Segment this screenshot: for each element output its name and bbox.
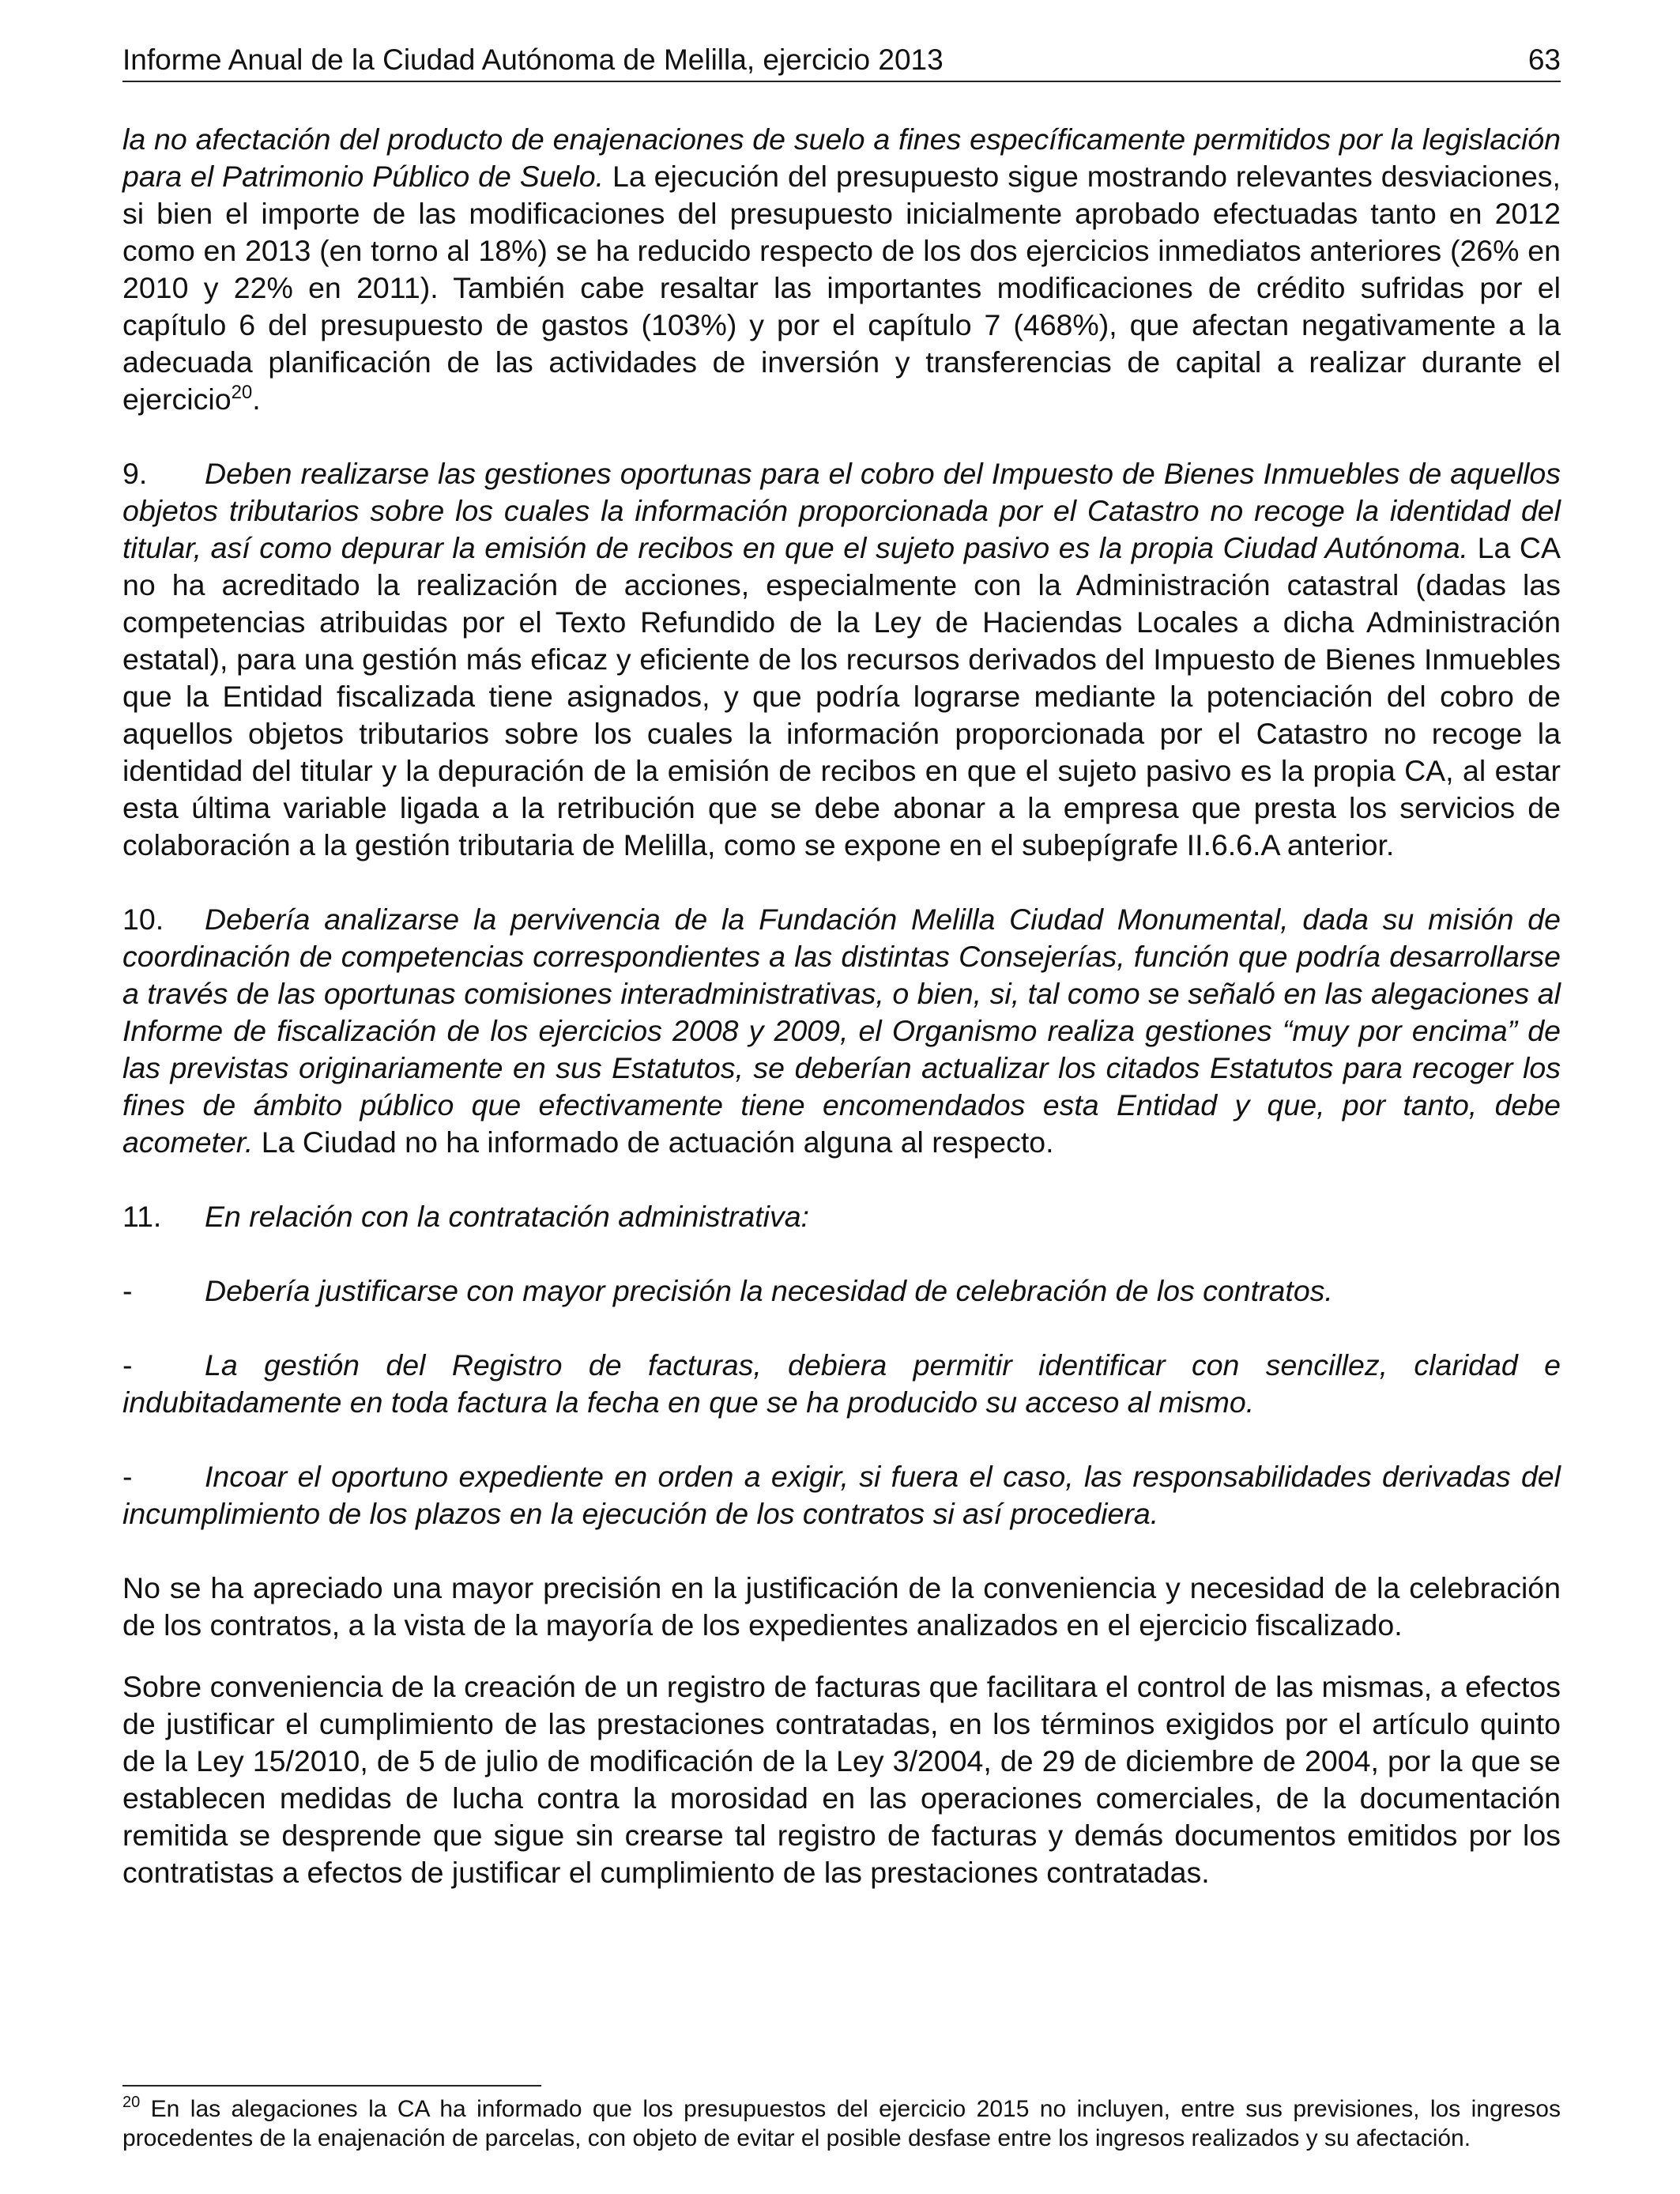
page-header <box>122 40 1561 82</box>
report-title: Informe Anual de la Ciudad Autónoma de Melilla, ejercicio 2013 <box>122 43 944 76</box>
footnote-number: 20 <box>122 2094 141 2111</box>
intro-paragraph <box>122 121 1561 418</box>
precision-paragraph: No se ha apreciado una mayor precisión en la justificación de la conveniencia y necesidad de la celebración de los contratos, a la vista de la mayoría de los expedientes analizados en el ejercicio fiscalizado. <box>122 1571 1561 1642</box>
bullet-text: Incoar el oportuno expediente en orden a exigir, si fuera el caso, las responsabilidades derivadas del incumplimiento de los plazos en la ejecución de los contratos si así procediera. <box>122 1460 1561 1530</box>
footnote <box>122 2094 1561 2153</box>
bullet-text: La gestión del Registro de facturas, debiera permitir identificar con sencillez, claridad e indubitadamente en toda factura la fecha en que se ha producido su acceso al mismo. <box>122 1348 1561 1419</box>
recommendation-11-number: 11. <box>122 1200 162 1233</box>
intro-text: La ejecución del presupuesto sigue mostrando relevantes desviaciones, si bien el importe de las modificaciones del presupuesto inicialmente aprobado efectuadas tanto en 2012 como en 2013 (en torno al 18%) se ha reducido respecto de los dos ejercicios inmediatos anteriores (26% en 2010 y 22% en 2011). También cabe resaltar las importantes modificaciones de crédito sufridas por el capítulo 6 del presupuesto de gastos (103%) y por el capítulo 7 (468%), que afectan negativamente a la adecuada planificación de las actividades de inversión y transferencias de capital a realizar durante el ejercicio <box>122 160 1561 416</box>
intro-end: . <box>252 383 261 416</box>
list-item <box>122 1272 1561 1310</box>
bullet-text: Debería justificarse con mayor precisión la necesidad de celebración de los contratos. <box>205 1274 1333 1307</box>
bullet-dash: - <box>122 1348 133 1382</box>
document-page <box>122 0 1561 2194</box>
footnote-separator <box>122 2085 541 2087</box>
list-item <box>122 1458 1561 1532</box>
bullet-dash: - <box>122 1274 133 1307</box>
recommendation-10 <box>122 901 1561 1161</box>
recommendation-11-italic: En relación con la contratación administrativa: <box>205 1200 809 1233</box>
recommendation-9-text: La CA no ha acreditado la realización de acciones, especialmente con la Administración catastral (dadas las competencias atribuidas por el Texto Refundido de la Ley de Haciendas Locales a dicha Administración estatal), para una gestión más eficaz y eficiente de los recursos derivados del Impuesto de Bienes Inmuebles que la Entidad fiscalizada tiene asignados, y que podría lograrse mediante la potenciación del cobro de aquellos objetos tributarios sobre los cuales la información proporcionada por el Catastro no recoge la identidad del titular y la depuración de la emisión de recibos en que el sujeto pasivo es la propia CA, al estar esta última variable ligada a la retribución que se debe abonar a la empresa que presta los servicios de colaboración a la gestión tributaria de Melilla, como se expone en el subepígrafe II.6.6.A anterior. <box>122 531 1561 861</box>
recommendation-11 <box>122 1198 1561 1235</box>
footnote-reference[interactable]: 20 <box>231 382 253 403</box>
footnote-text: En las alegaciones la CA ha informado que los presupuestos del ejercicio 2015 no incluyen, entre sus previsiones, los ingresos procedentes de la enajenación de parcelas, con objeto de evitar el posible desfase entre los ingresos realizados y su afectación. <box>122 2096 1561 2151</box>
recommendation-10-italic: Debería analizarse la pervivencia de la Fundación Melilla Ciudad Monumental, dada su misión de coordinación de competencias correspondientes a las distintas Consejerías, función que podría desarrollarse a través de las oportunas comisiones interadministrativas, o bien, si, tal como se señaló en las alegaciones al Informe de fiscalización de los ejercicios 2008 y 2009, el Organismo realiza gestiones “muy por encima” de las previstas originariamente en sus Estatutos, se deberían actualizar los citados Estatutos para recoger los fines de ámbito público que efectivamente tiene encomendados esta Entidad y que, por tanto, debe acometer. <box>122 903 1561 1159</box>
recommendation-9-italic: Deben realizarse las gestiones oportunas para el cobro del Impuesto de Bienes Inmuebles de aquellos objetos tributarios sobre los cuales la información proporcionada por el Catastro no recoge la identidad del titular, así como depurar la emisión de recibos en que el sujeto pasivo es la propia Ciudad Autónoma. <box>122 457 1561 564</box>
page-number: 63 <box>1527 43 1561 76</box>
document-body <box>122 121 1561 1891</box>
recommendation-9-number: 9. <box>122 457 148 490</box>
intro-italic: la no afectación del producto de enajenaciones de suelo a fines específicamente permitidos por la legislación para el Patrimonio Público de Suelo. <box>122 123 1561 193</box>
bullet-dash: - <box>122 1460 133 1493</box>
recommendation-10-number: 10. <box>122 903 164 936</box>
registro-paragraph: Sobre conveniencia de la creación de un registro de facturas que facilitara el control de las mismas, a efectos de justificar el cumplimiento de las prestaciones contratadas, en los términos exigidos por el artículo quinto de la Ley 15/2010, de 5 de julio de modificación de la Ley 3/2004, de 29 de diciembre de 2004, por la que se establecen medidas de lucha contra la morosidad en las operaciones comerciales, de la documentación remitida se desprende que sigue sin crearse tal registro de facturas y demás documentos emitidos por los contratistas a efectos de justificar el cumplimiento de las prestaciones contratadas. <box>122 1670 1561 1889</box>
list-item <box>122 1347 1561 1421</box>
recommendation-9 <box>122 455 1561 864</box>
recommendation-10-text: La Ciudad no ha informado de actuación alguna al respecto. <box>253 1125 1054 1159</box>
